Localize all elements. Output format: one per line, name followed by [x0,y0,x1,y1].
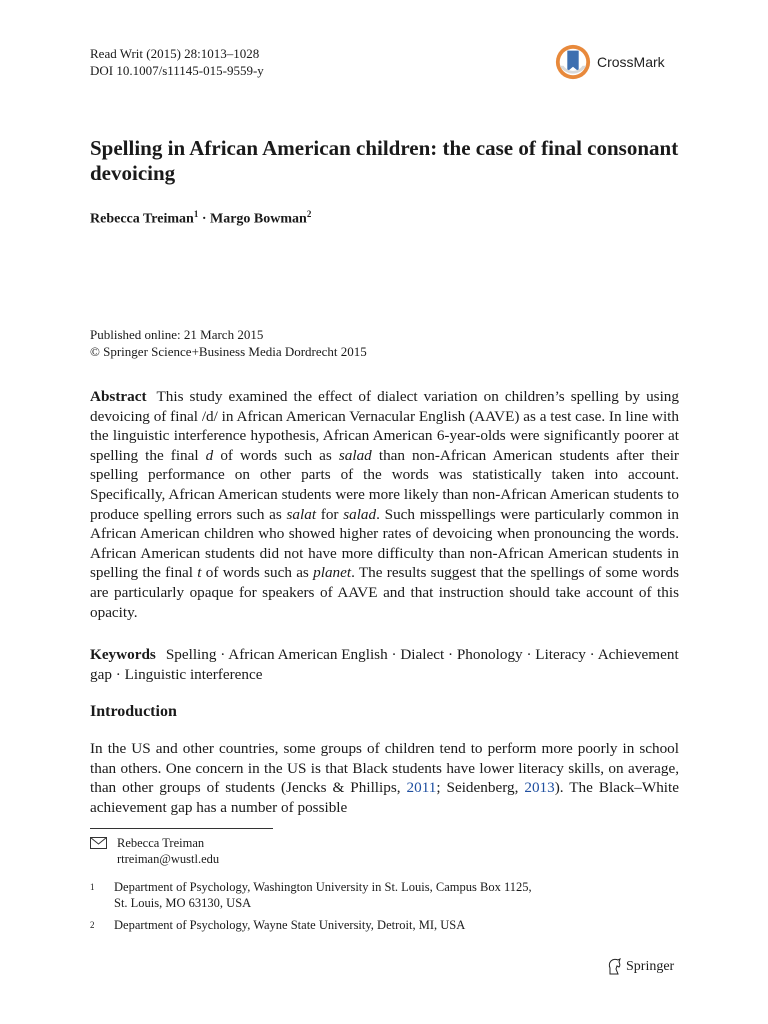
affiliation-line: Department of Psychology, Washington University in St. Louis, Campus Box 1125, [114,880,532,894]
journal-reference: Read Writ (2015) 28:1013–1028 [90,46,260,61]
author-separator: · [201,211,207,227]
journal-header [90,45,264,79]
affiliation-number: 2 [90,920,95,930]
affiliation-line: St. Louis, MO 63130, USA [114,896,252,910]
section-heading-introduction: Introduction [90,703,177,720]
author-name[interactable]: Rebecca Treiman [90,211,194,227]
springer-horse-icon [607,958,622,975]
introduction-text: ; Seidenberg, [436,779,525,797]
author-affiliation-number: 1 [193,209,199,219]
abstract [90,387,679,622]
publication-info [90,326,367,360]
introduction-text: ). The Black–White achievement gap has a number of possible [90,779,679,816]
corresponding-author [90,835,219,867]
keywords-list: Spelling · African American English · Dialect · Phonology · Literacy · Achievement gap · Linguistic interference [90,646,679,683]
abstract-emphasis: t [197,564,202,582]
corresponding-email[interactable]: rtreiman@wustl.edu [117,852,220,866]
abstract-label: Abstract [90,388,147,405]
article-title: Spelling in African American children: the case of final consonant devoicing [90,136,679,185]
abstract-text: than non-African American students after their spelling performance on other parts of the words was statistically taken into account. Specifically, African American students were more likely than non-African American students to produce spelling errors such as [90,446,679,523]
abstract-text: This study examined the effect of dialect variation on children’s spelling by using devoicing of final /d/ in African American Vernacular English (AAVE) as a test case. In line with the linguistic interference hypothesis, African American 6-year-olds were significantly poorer at spelling the final [90,388,679,464]
keywords [90,645,679,684]
corresponding-name: Rebecca Treiman [117,836,205,850]
author-affiliation-number: 2 [306,209,312,219]
citation-link[interactable]: 2013 [524,779,555,797]
introduction-paragraph [90,739,679,817]
abstract-emphasis: salad [338,446,372,464]
affiliation-number: 1 [90,882,95,892]
affiliation-footnote [90,879,532,911]
abstract-text: for [316,505,344,523]
keywords-label: Keywords [90,646,156,663]
doi[interactable]: DOI 10.1007/s11145-015-9559-y [90,63,264,78]
citation-link[interactable]: 2011 [406,779,437,797]
envelope-icon [90,837,107,849]
publisher-logo [607,958,674,975]
abstract-emphasis: salat [286,505,317,523]
abstract-text: of words such as [213,446,339,464]
copyright-notice: © Springer Science+Business Media Dordrecht 2015 [90,344,367,359]
abstract-emphasis: planet [313,564,352,582]
footnote-divider [90,828,273,829]
author-name[interactable]: Margo Bowman [209,211,307,227]
crossmark-badge[interactable] [554,41,684,83]
introduction-text: In the US and other countries, some groups of children tend to perform more poorly in school than others. One concern in the US is that Black students have lower literacy skills, on average, than other groups of students (Jencks & Phillips, [90,740,679,797]
abstract-text: . Such misspellings were particularly common in African American children who showed higher rates of devoicing when pronouncing the words. African American students did not have more difficulty than non-African American students in spelling the final [90,505,679,582]
crossmark-label: CrossMark [597,54,665,70]
publisher-name: Springer [626,958,675,974]
abstract-emphasis: d [205,446,214,464]
affiliation-line: Department of Psychology, Wayne State University, Detroit, MI, USA [114,918,466,932]
abstract-emphasis: salad [343,505,377,523]
author-list [90,209,311,228]
crossmark-icon [554,43,592,81]
abstract-text: . The results suggest that the spellings of some words are particularly opaque for speakers of AAVE and that instruction should take account of this opacity. [90,564,680,621]
abstract-text: of words such as [201,564,314,582]
affiliation-footnote [90,917,465,933]
published-date: Published online: 21 March 2015 [90,327,264,342]
